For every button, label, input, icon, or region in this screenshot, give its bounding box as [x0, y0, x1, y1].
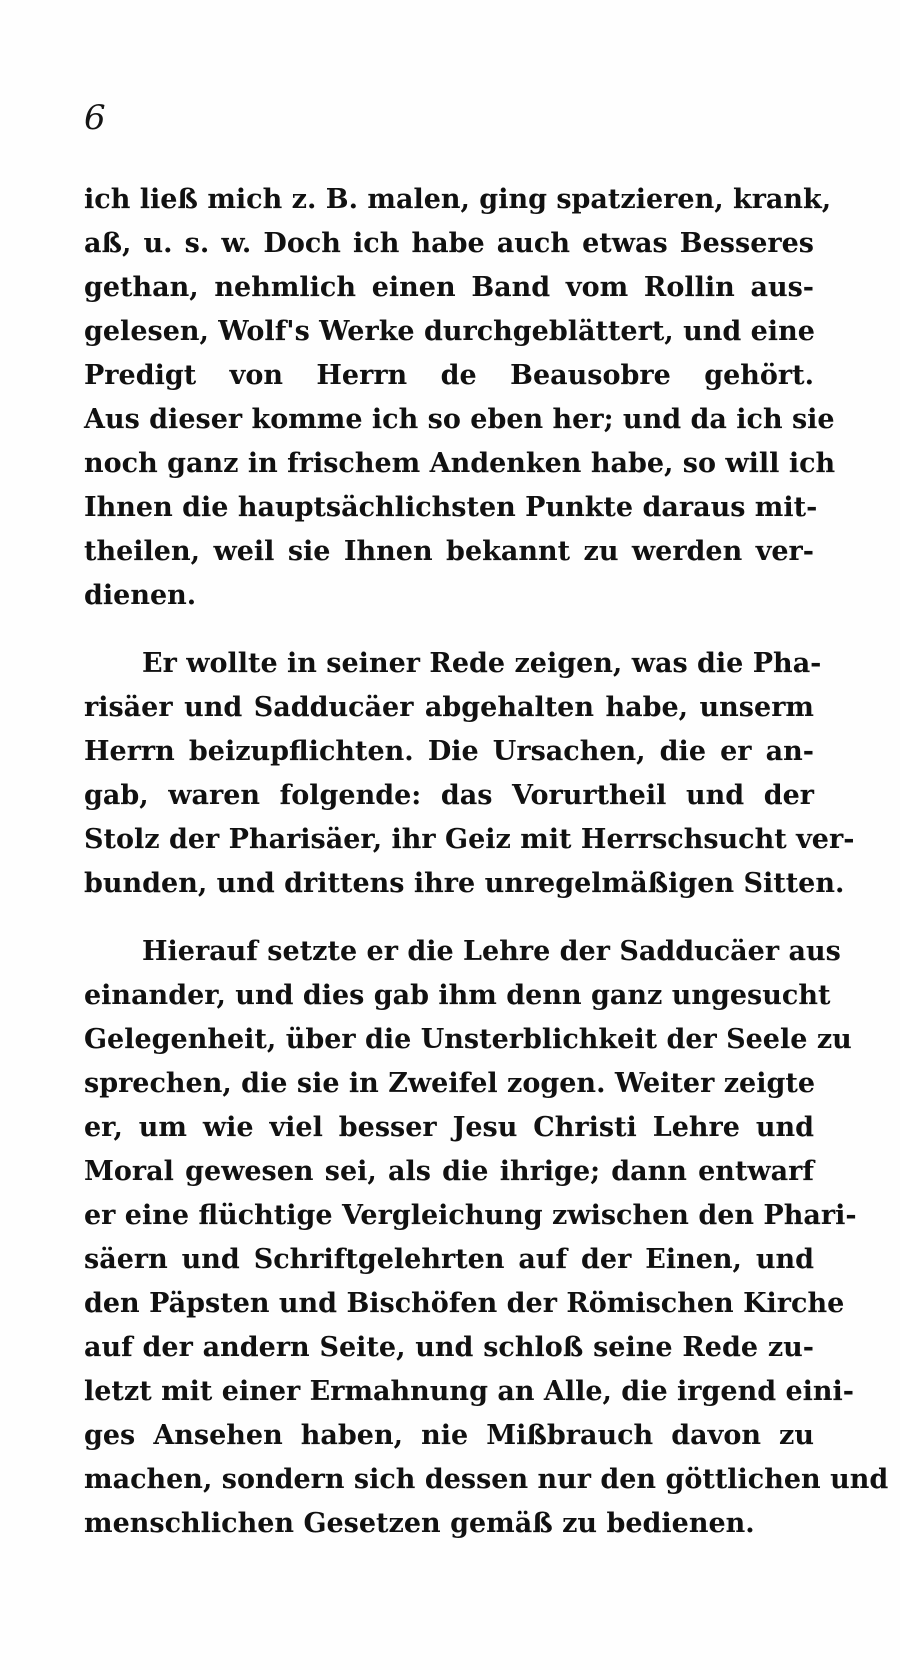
- body-text: [84, 178, 889, 1570]
- text-line: säern und Schriftgelehrten auf der Einen, und: [84, 1244, 814, 1275]
- text-line: Hierauf setzte er die Lehre der Sadducäer aus: [142, 936, 841, 967]
- text-line: sprechen, die sie in Zweifel zogen. Weiter zeigte: [84, 1068, 815, 1099]
- text-line: Moral gewesen sei, als die ihrige; dann entwarf: [84, 1156, 814, 1187]
- text-line: Aus dieser komme ich so eben her; und da ich sie: [84, 404, 835, 435]
- text-line: dienen.: [84, 580, 197, 611]
- paragraph-2: [84, 642, 855, 906]
- text-line: letzt mit einer Ermahnung an Alle, die irgend eini-: [84, 1376, 855, 1407]
- text-line: menschlichen Gesetzen gemäß zu bedienen.: [84, 1508, 755, 1539]
- text-line: machen, sondern sich dessen nur den göttlichen und: [84, 1464, 889, 1495]
- text-line: Gelegenheit, über die Unsterblichkeit der Seele zu: [84, 1024, 852, 1055]
- text-line: Ihnen die hauptsächlichsten Punkte daraus mit-: [84, 492, 818, 523]
- text-line: er, um wie viel besser Jesu Christi Lehre und: [84, 1112, 814, 1143]
- text-line: Predigt von Herrn de Beausobre gehört.: [84, 360, 814, 391]
- text-line: ges Ansehen haben, nie Mißbrauch davon zu: [84, 1420, 814, 1451]
- paragraph-3: [84, 930, 889, 1546]
- text-line: risäer und Sadducäer abgehalten habe, unserm: [84, 692, 814, 723]
- text-line: theilen, weil sie Ihnen bekannt zu werden ver-: [84, 536, 814, 567]
- text-line: noch ganz in frischem Andenken habe, so will ich: [84, 448, 836, 479]
- text-line: auf der andern Seite, und schloß seine Rede zu-: [84, 1332, 814, 1363]
- text-line: bunden, und drittens ihre unregelmäßigen Sitten.: [84, 868, 845, 899]
- text-line: gelesen, Wolf's Werke durchgeblättert, und eine: [84, 316, 815, 347]
- text-line: Herrn beizupflichten. Die Ursachen, die er an-: [84, 736, 814, 767]
- text-line: ich ließ mich z. B. malen, ging spatzieren, krank,: [84, 184, 832, 215]
- text-line: gab, waren folgende: das Vorurtheil und der: [84, 780, 814, 811]
- text-line: den Päpsten und Bischöfen der Römischen Kirche: [84, 1288, 845, 1319]
- text-line: einander, und dies gab ihm denn ganz ungesucht: [84, 980, 831, 1011]
- text-line: er eine flüchtige Vergleichung zwischen den Phari-: [84, 1200, 857, 1231]
- text-line: Stolz der Pharisäer, ihr Geiz mit Herrschsucht ver-: [84, 824, 855, 855]
- paragraph-1: [84, 178, 836, 618]
- text-line: Er wollte in seiner Rede zeigen, was die Pha-: [142, 648, 822, 679]
- text-line: aß, u. s. w. Doch ich habe auch etwas Besseres: [84, 228, 814, 259]
- page-number: 6: [84, 98, 106, 138]
- text-line: gethan, nehmlich einen Band vom Rollin aus-: [84, 272, 814, 303]
